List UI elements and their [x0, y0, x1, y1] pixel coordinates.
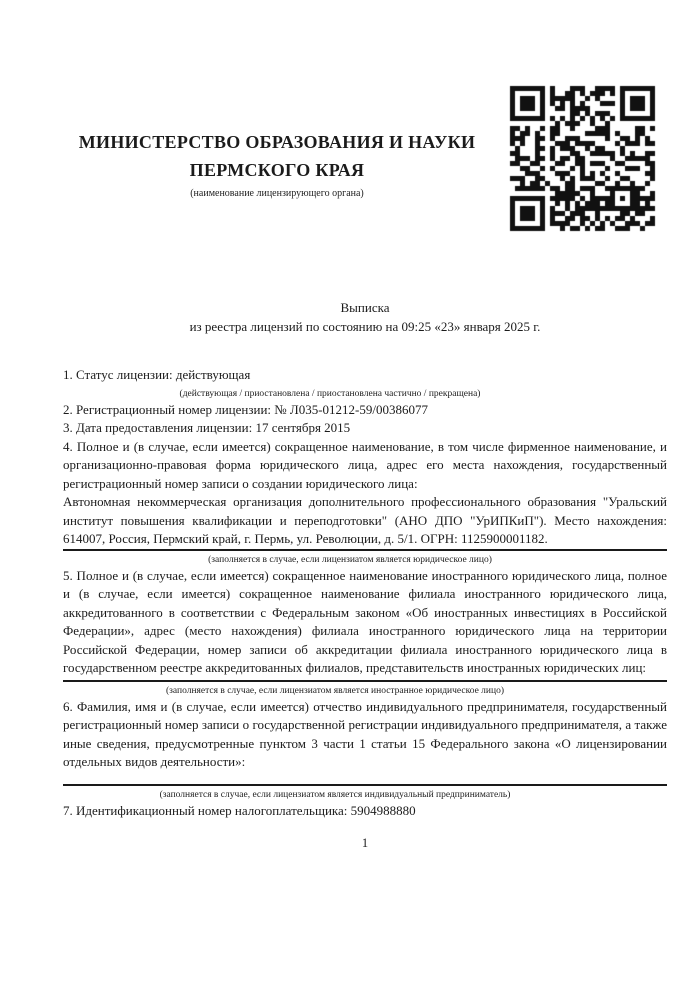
legal-entity-value: Автономная некоммерческая организация дополнительного профессионального образования "Уральский институт повышения квалификации и переподготовки" (АНО ДПО "УрИПКиП"). Место нахождения: 614007, Россия, Пермский край, г. Пермь, ул. Революции, д. 5/1. ОГРН: 1125900001182.: [63, 494, 667, 546]
page-number: 1: [361, 836, 369, 850]
extract-title: [63, 299, 667, 336]
registration-number-line: 2. Регистрационный номер лицензии: № Л035-01212-59/00386077: [63, 401, 429, 417]
entrepreneur-note: (заполняется в случае, если лицензиатом является индивидуальный предприниматель): [159, 789, 511, 800]
status-options-note: (действующая / приостановлена / приостановлена частично / прекращена): [179, 388, 481, 399]
legal-entity-note: (заполняется в случае, если лицензиатом является юридическое лицо): [208, 554, 492, 565]
ministry-title-line1: МИНИСТЕРСТВО ОБРАЗОВАНИЯ И НАУКИ: [78, 132, 476, 152]
blank-fill-line: [63, 549, 667, 551]
inn-line: 7. Идентификационный номер налогоплательщика: 5904988880: [63, 802, 416, 818]
ministry-title-line2: ПЕРМСКОГО КРАЯ: [189, 160, 365, 180]
ministry-subtitle-note: (наименование лицензирующего органа): [190, 188, 364, 199]
extract-title-line1: Выписка: [340, 300, 390, 315]
foreign-entity-description: 5. Полное и (в случае, если имеется) сокращенное наименование иностранного юридического лица, полное и (в случае, если имеется) сокращенное наименование филиала иностранного юридического лица, аккредитованного в соответствии с Федеральным законом «Об иностранных инвестициях в Российской Федерации», адрес (место нахождения) филиала иностранного юридического лица на территории Российской Федерации, номер записи об аккредитации филиала иностранного юридического лица в государственном реестре аккредитованных филиалов, представительств иностранных юридических лиц:: [63, 567, 667, 675]
blank-fill-line: [63, 784, 667, 786]
extract-title-line2: из реестра лицензий по состоянию на 09:25 «23» января 2025 г.: [189, 318, 541, 334]
entrepreneur-description: 6. Фамилия, имя и (в случае, если имеется) отчество индивидуального предпринимателя, государственный регистрационный номер записи о государственной регистрации индивидуального предпринимателя, а также иные сведения, предусмотренные пунктом 3 части 1 статьи 15 Федерального закона «О лицензировании отдельных видов деятельности»:: [63, 698, 667, 769]
legal-entity-description: 4. Полное и (в случае, если имеется) сокращенное наименование, в том числе фирменное наименование, и организационно-правовая форма юридического лица, адрес его места нахождения, государственный регистрационный номер записи о создании юридического лица:: [63, 438, 667, 491]
qr-code: [507, 83, 659, 235]
grant-date-line: 3. Дата предоставления лицензии: 17 сентября 2015: [63, 420, 351, 435]
blank-fill-line: [63, 680, 667, 682]
document-body: [63, 366, 667, 853]
foreign-entity-note: (заполняется в случае, если лицензиатом является иностранное юридическое лицо): [166, 685, 504, 696]
licensing-authority-header: [63, 128, 491, 200]
license-status-line: 1. Статус лицензии: действующая: [63, 367, 251, 382]
